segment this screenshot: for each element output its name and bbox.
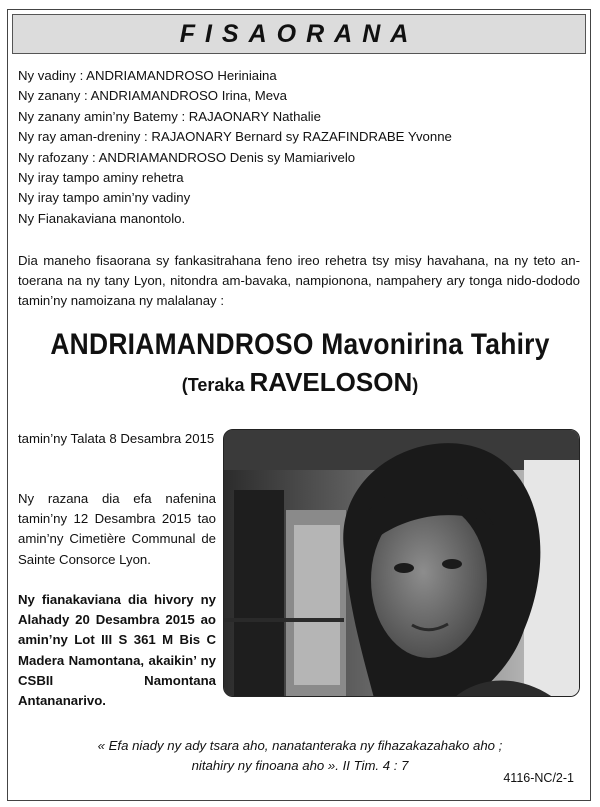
- quote-line: nitahiry ny finoana aho ». II Tim. 4 : 7: [191, 758, 409, 773]
- family-list: [18, 66, 584, 229]
- death-date: tamin’ny Talata 8 Desambra 2015: [18, 431, 215, 446]
- alias-name: RAVELOSON: [249, 367, 413, 397]
- portrait-image: [224, 430, 580, 697]
- quote-line: « Efa niady ny ady tsara aho, nanatanteraka ny fihazakazahako aho ;: [97, 738, 503, 753]
- family-line: Ny iray tampo amin’ny vadiny: [18, 190, 191, 206]
- alias-prefix: (Teraka: [181, 375, 250, 395]
- gathering-paragraph: Ny fianakaviana dia hivory ny Alahady 20 Desambra 2015 ao amin’ny Lot III S 361 M Bis C Madera Namontana, akaikin’ ny CSBII Namontana Antananarivo.: [18, 592, 216, 709]
- family-line: Ny zanany : ANDRIAMANDROSO Irina, Meva: [18, 88, 287, 104]
- family-line: Ny vadiny : ANDRIAMANDROSO Heriniaina: [18, 68, 277, 83]
- burial-paragraph: Ny razana dia efa nafenina tamin’ny 12 Desambra 2015 tao amin’ny Cimetière Communal de Sainte Consorce Lyon.: [18, 491, 216, 567]
- family-line: Ny ray aman-dreniny : RAJAONARY Bernard sy RAZAFINDRABE Yvonne: [18, 129, 452, 145]
- title-banner: [12, 14, 586, 54]
- alias-suffix: ): [412, 375, 419, 395]
- reference-code: 4116-NC/2-1: [503, 771, 574, 785]
- page-title: FISAORANA: [179, 19, 419, 48]
- family-line: Ny rafozany : ANDRIAMANDROSO Denis sy Mamiarivelo: [18, 149, 356, 165]
- bible-quote: [18, 736, 582, 776]
- family-line: Ny zanany amin’ny Batemy : RAJAONARY Nathalie: [18, 108, 321, 124]
- deceased-alias: [0, 369, 600, 398]
- family-line: Ny Fianakaviana manontolo.: [18, 210, 186, 226]
- deceased-name: ANDRIAMANDROSO Mavonirina Tahiry: [50, 328, 550, 361]
- intro-paragraph: Dia maneho fisaorana sy fankasitrahana feno ireo rehetra tsy misy havahana, na ny teto an-toerana na ny tany Lyon, nitondra am-bavaka, nampionona, nampahery ary tonga nido-dododo tamin’ny namoizana ny malalanay :: [18, 253, 580, 309]
- family-line: Ny iray tampo aminy rehetra: [18, 170, 184, 186]
- portrait-photo: [223, 429, 580, 697]
